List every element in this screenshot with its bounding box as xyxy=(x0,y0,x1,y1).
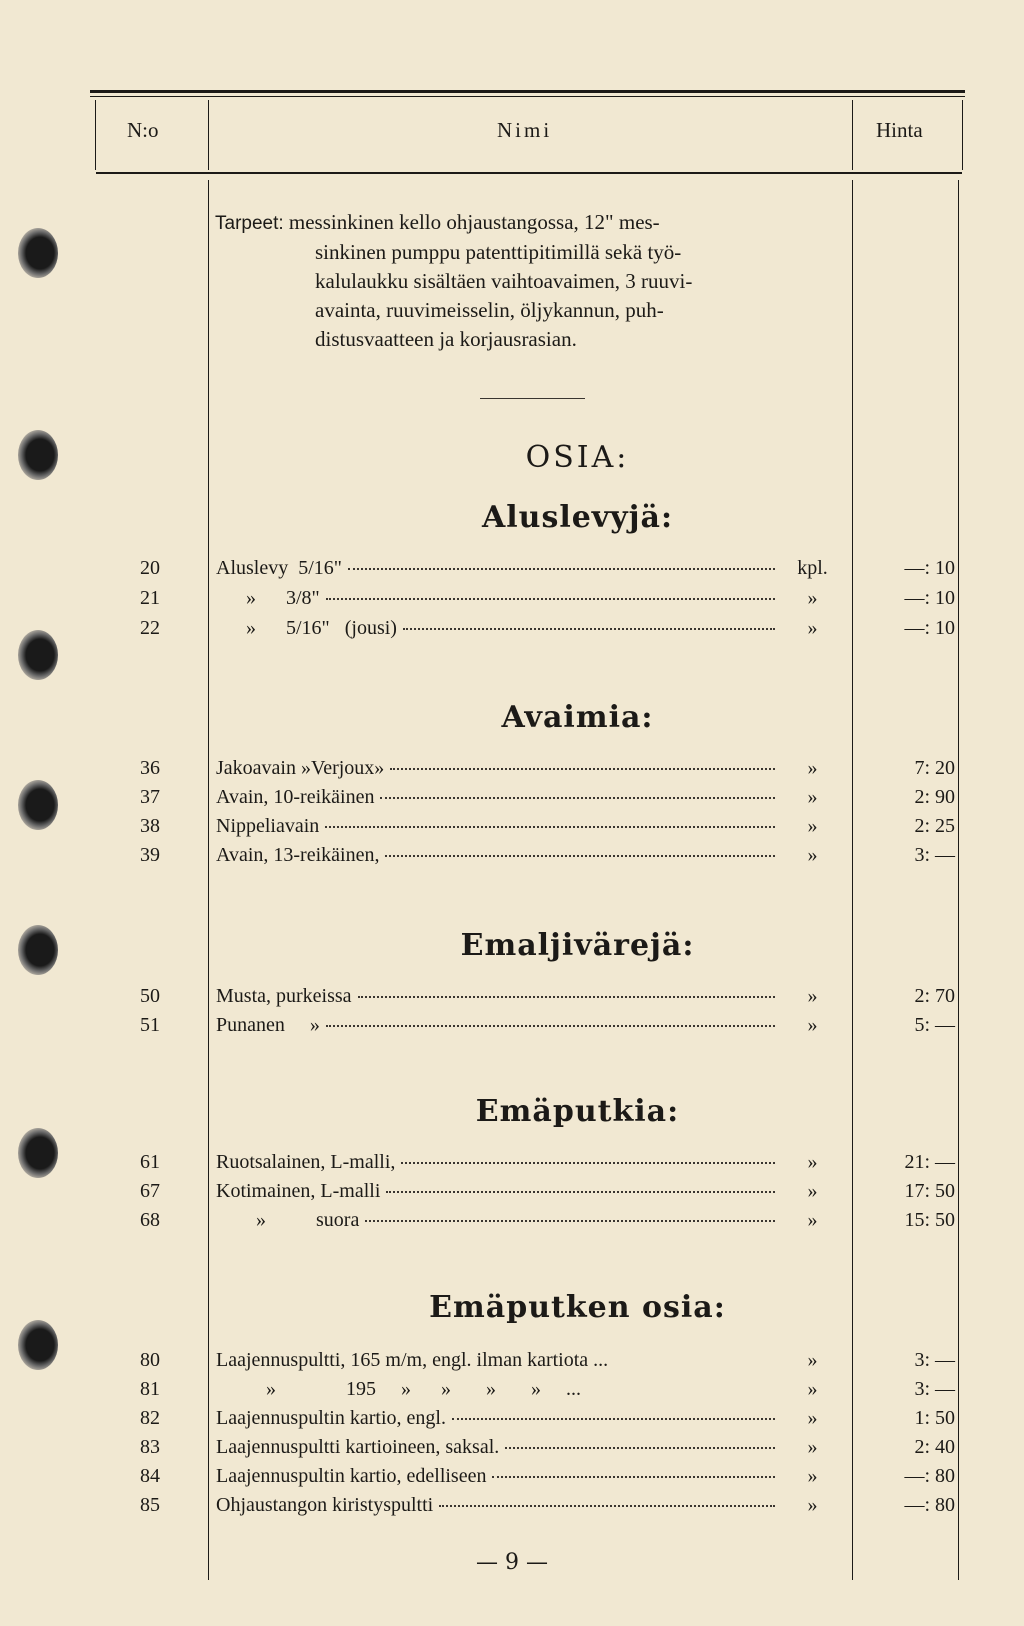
header-bottom-rule xyxy=(96,172,962,174)
item-no: 50 xyxy=(140,985,160,1007)
item-price: 1: 50 xyxy=(914,1407,955,1429)
item-no: 80 xyxy=(140,1349,160,1371)
item-no: 67 xyxy=(140,1180,160,1202)
item-price: 7: 20 xyxy=(914,757,955,779)
item-price: —: 80 xyxy=(904,1494,955,1516)
table-row xyxy=(0,1151,1024,1179)
item-no: 20 xyxy=(140,557,160,579)
item-name: Ohjaustangon kiristyspultti xyxy=(216,1494,434,1516)
item-name: » 195 » » » » ... xyxy=(216,1378,581,1400)
divider xyxy=(480,398,585,399)
item-no: 39 xyxy=(140,844,160,866)
table-row xyxy=(0,1407,1024,1435)
item-no: 85 xyxy=(140,1494,160,1516)
section-title: Emäputken osia: xyxy=(429,1290,726,1325)
intro-line: messinkinen kello ohjaustangossa, 12" mes- xyxy=(288,210,660,234)
item-no: 82 xyxy=(140,1407,160,1429)
leader-dots xyxy=(348,568,775,570)
leader-dots xyxy=(380,797,775,799)
intro-line: avainta, ruuvimeisselin, öljykannun, puh- xyxy=(315,298,664,322)
intro-line: sinkinen pumppu patenttipitimillä sekä työ- xyxy=(315,240,682,264)
item-name: Laajennuspultti kartioineen, saksal. xyxy=(216,1436,500,1458)
item-unit: » xyxy=(807,1494,818,1516)
table-row xyxy=(0,757,1024,785)
item-price: 17: 50 xyxy=(904,1180,955,1202)
item-unit: » xyxy=(807,757,818,779)
table-row xyxy=(0,786,1024,814)
item-name: Avain, 10-reikäinen xyxy=(216,786,375,808)
item-no: 83 xyxy=(140,1436,160,1458)
header-divider xyxy=(208,100,209,170)
item-no: 68 xyxy=(140,1209,160,1231)
item-name: Jakoavain »Verjoux» xyxy=(216,757,385,779)
intro-line: distusvaatteen ja korjausrasian. xyxy=(315,327,577,351)
item-no: 81 xyxy=(140,1378,160,1400)
item-unit: » xyxy=(807,1407,818,1429)
item-no: 38 xyxy=(140,815,160,837)
leader-dots xyxy=(326,598,775,600)
header-name: Nimi xyxy=(497,118,553,142)
header-divider xyxy=(95,100,96,170)
table-row xyxy=(0,844,1024,872)
table-row xyxy=(0,1436,1024,1464)
header-divider xyxy=(852,100,853,170)
item-unit: » xyxy=(807,617,818,639)
item-price: 3: — xyxy=(914,844,955,866)
leader-dots xyxy=(401,1162,775,1164)
leader-dots xyxy=(403,628,775,630)
item-no: 21 xyxy=(140,587,160,609)
item-price: 2: 90 xyxy=(914,786,955,808)
leader-dots xyxy=(390,768,775,770)
binder-hole xyxy=(18,925,58,975)
item-price: 5: — xyxy=(914,1014,955,1036)
header-divider xyxy=(962,100,963,170)
leader-dots xyxy=(365,1220,775,1222)
item-name: Laajennuspultin kartio, engl. xyxy=(216,1407,446,1429)
item-unit: » xyxy=(807,1151,818,1173)
item-price: 21: — xyxy=(904,1151,955,1173)
item-no: 51 xyxy=(140,1014,160,1036)
item-unit: kpl. xyxy=(797,557,828,579)
leader-dots xyxy=(358,996,775,998)
item-price: 3: — xyxy=(914,1349,955,1371)
binder-hole xyxy=(18,430,58,480)
item-no: 61 xyxy=(140,1151,160,1173)
item-unit: » xyxy=(807,985,818,1007)
item-unit: » xyxy=(807,1378,818,1400)
item-no: 37 xyxy=(140,786,160,808)
table-row xyxy=(0,815,1024,843)
table-row xyxy=(0,1349,1024,1377)
binder-hole xyxy=(18,228,58,278)
item-price: 2: 40 xyxy=(914,1436,955,1458)
item-unit: » xyxy=(807,587,818,609)
section-title: Emaljivärejä: xyxy=(460,928,695,963)
table-row xyxy=(0,1180,1024,1208)
table-row xyxy=(0,557,1024,585)
item-name: » suora xyxy=(216,1209,360,1231)
osia-title: OSIA: xyxy=(525,440,630,475)
item-name: » 5/16" (jousi) xyxy=(216,617,397,639)
item-unit: » xyxy=(807,786,818,808)
item-unit: » xyxy=(807,1180,818,1202)
item-name: » 3/8" xyxy=(216,587,320,609)
table-row xyxy=(0,587,1024,615)
item-unit: » xyxy=(807,1209,818,1231)
item-name: Laajennuspultti, 165 m/m, engl. ilman kartiota ... xyxy=(216,1349,609,1371)
item-name: Aluslevy 5/16" xyxy=(216,557,342,579)
leader-dots xyxy=(386,1191,775,1193)
intro-line: kalulaukku sisältäen vaihtoavaimen, 3 ruuvi- xyxy=(315,269,693,293)
item-unit: » xyxy=(807,1349,818,1371)
leader-dots xyxy=(505,1447,775,1449)
item-price: —: 80 xyxy=(904,1465,955,1487)
leader-dots xyxy=(385,855,775,857)
intro-paragraph xyxy=(215,208,795,354)
item-name: Laajennuspultin kartio, edelliseen xyxy=(216,1465,487,1487)
header-no: N:o xyxy=(127,118,159,142)
item-name: Punanen » xyxy=(216,1014,320,1036)
table-row xyxy=(0,617,1024,645)
header-price: Hinta xyxy=(876,118,923,142)
table-row xyxy=(0,1378,1024,1406)
item-unit: » xyxy=(807,1465,818,1487)
item-name: Nippeliavain xyxy=(216,815,320,837)
item-price: 3: — xyxy=(914,1378,955,1400)
item-price: —: 10 xyxy=(904,557,955,579)
leader-dots xyxy=(452,1418,775,1420)
intro-lead: Tarpeet: xyxy=(215,213,284,234)
item-unit: » xyxy=(807,1014,818,1036)
leader-dots xyxy=(325,826,775,828)
item-no: 84 xyxy=(140,1465,160,1487)
item-price: 2: 70 xyxy=(914,985,955,1007)
item-price: 15: 50 xyxy=(904,1209,955,1231)
item-no: 36 xyxy=(140,757,160,779)
item-unit: » xyxy=(807,844,818,866)
page-number: — 9 — xyxy=(476,1550,548,1575)
leader-dots xyxy=(326,1025,775,1027)
item-name: Ruotsalainen, L-malli, xyxy=(216,1151,396,1173)
table-row xyxy=(0,985,1024,1013)
table-row xyxy=(0,1014,1024,1042)
table-row xyxy=(0,1494,1024,1522)
table-top-rule-thin xyxy=(90,96,965,97)
item-price: —: 10 xyxy=(904,617,955,639)
table-row xyxy=(0,1465,1024,1493)
item-price: 2: 25 xyxy=(914,815,955,837)
item-price: —: 10 xyxy=(904,587,955,609)
leader-dots xyxy=(492,1476,775,1478)
section-title: Avaimia: xyxy=(501,700,654,735)
item-name: Musta, purkeissa xyxy=(216,985,352,1007)
item-no: 22 xyxy=(140,617,160,639)
item-name: Kotimainen, L-malli xyxy=(216,1180,381,1202)
section-title: Aluslevyjä: xyxy=(481,500,674,535)
item-unit: » xyxy=(807,1436,818,1458)
item-name: Avain, 13-reikäinen, xyxy=(216,844,380,866)
section-title: Emäputkia: xyxy=(475,1094,680,1129)
leader-dots xyxy=(439,1505,775,1507)
table-row xyxy=(0,1209,1024,1237)
table-top-rule xyxy=(90,90,965,93)
item-unit: » xyxy=(807,815,818,837)
